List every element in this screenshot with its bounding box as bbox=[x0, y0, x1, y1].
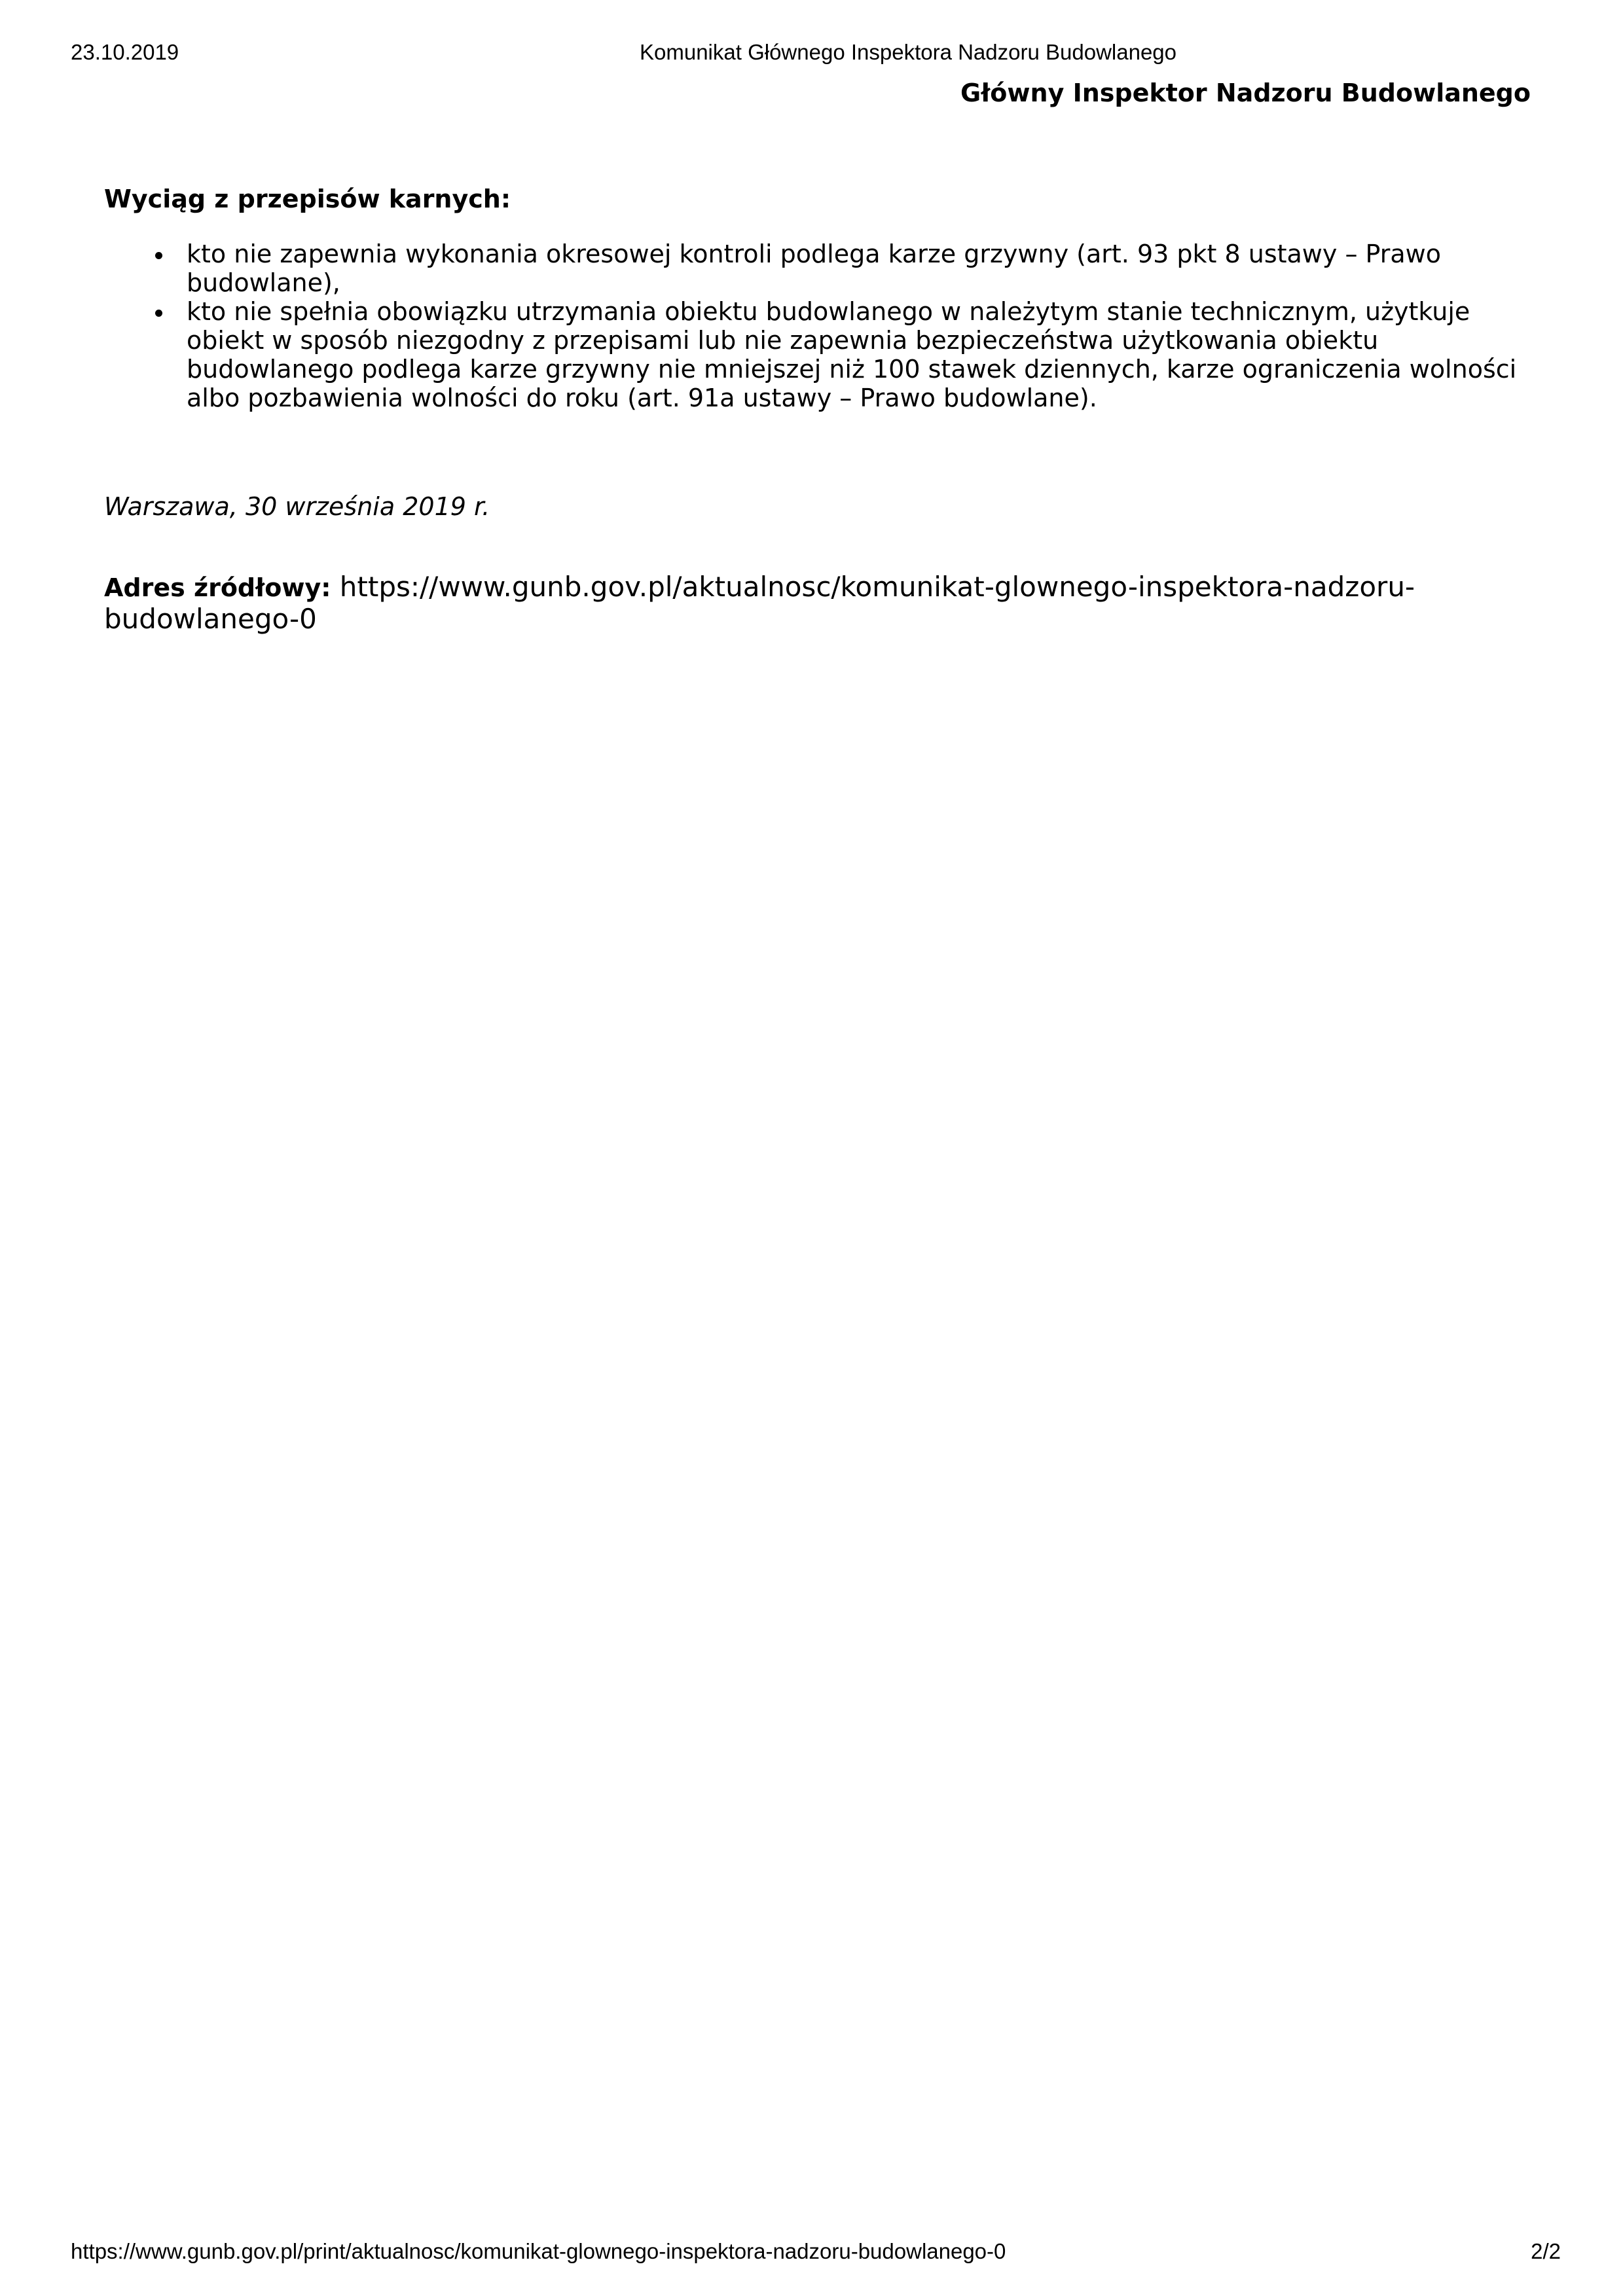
source-address bbox=[104, 571, 1518, 635]
list-item bbox=[187, 240, 1518, 297]
list-item-text: kto nie zapewnia wykonania okresowej kontroli podlega karze grzywny (art. 93 pkt 8 ustawy – Prawo budowlane), bbox=[187, 240, 1442, 297]
penalty-list bbox=[104, 240, 1518, 412]
source-url[interactable]: https://www.gunb.gov.pl/aktualnosc/komunikat-glownego-inspektora-nadzoru-budowlanego-0 bbox=[104, 571, 1415, 635]
list-item-text: kto nie spełnia obowiązku utrzymania obiektu budowlanego w należytym stanie technicznym, użytkuje obiekt w sposób niezgodny z przepisami lub nie zapewnia bezpieczeństwa użytkowania obiektu budowlanego podlega karze grzywny nie mniejszej niż 100 stawek dziennych, karze ograniczenia wolności albo pozbawienia wolności do roku (art. 91a ustawy – Prawo budowlane). bbox=[187, 297, 1517, 412]
source-label: Adres źródłowy: bbox=[104, 573, 331, 602]
section-heading: Wyciąg z przepisów karnych: bbox=[104, 185, 511, 213]
article-content bbox=[104, 183, 1518, 635]
print-page-title: Komunikat Głównego Inspektora Nadzoru Budowlanego bbox=[640, 40, 1177, 64]
print-footer-url: https://www.gunb.gov.pl/print/aktualnosc/komunikat-glownego-inspektora-nadzoru-budowlanego-0 bbox=[71, 2239, 1006, 2263]
bullet-icon bbox=[155, 310, 162, 317]
page-number: 2/2 bbox=[1531, 2239, 1561, 2263]
print-date: 23.10.2019 bbox=[71, 40, 179, 64]
site-name: Główny Inspektor Nadzoru Budowlanego bbox=[960, 79, 1531, 107]
bullet-icon bbox=[155, 252, 162, 259]
place-and-date: Warszawa, 30 września 2019 r. bbox=[104, 492, 490, 521]
list-item bbox=[187, 297, 1518, 412]
